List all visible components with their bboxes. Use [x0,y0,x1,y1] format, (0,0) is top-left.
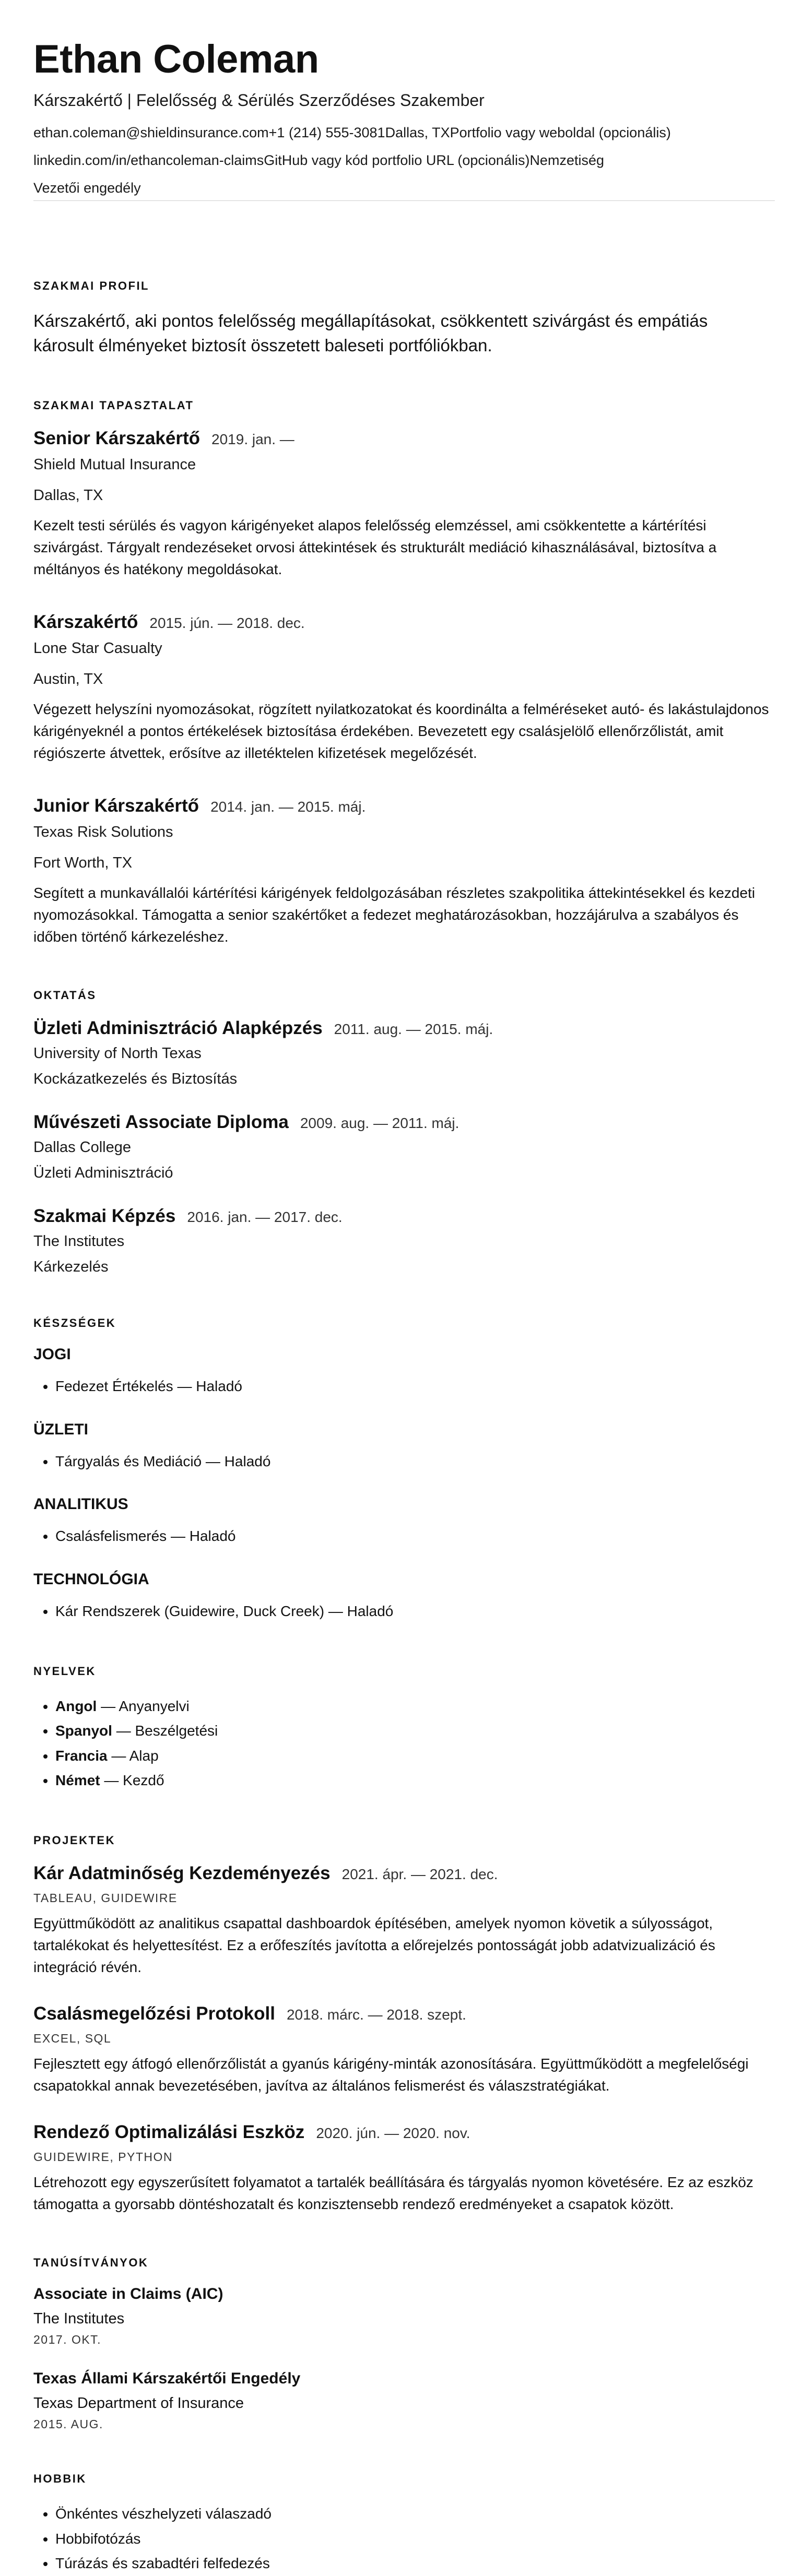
contact-phone[interactable]: +1 (214) 555-3081 [268,124,385,140]
experience-entry [33,612,769,764]
experience-dates: 2019. jan. — [211,431,294,448]
education-entry-head [33,1206,769,1227]
skill-item: • Tárgyalás és Mediáció — Haladó [55,1449,769,1474]
education-entry-head [33,1112,769,1133]
language-level: Anyanyelvi [119,1697,190,1714]
contact-line-primary [33,125,769,141]
experience-description: Kezelt testi sérülés és vagyon kárigényeket alapos felelősség elemzéssel, ami csökkentette a kártérítési szivárgást. Tárgyalt rendezéseket orvosi áttekintések és strukturált mediáció kihasználásával, biztosítva a méltányos és hatékony megoldásokat. [33,517,717,578]
certification-name: Texas Állami Kárszakértői Engedély [33,2370,301,2388]
experience-role: Kárszakértő [33,612,138,633]
candidate-name: Ethan Coleman [33,37,319,81]
education-dates: 2011. aug. — 2015. máj. [334,1021,493,1038]
certification-entry [33,2370,769,2431]
section-title-hobbies: HOBBIK [33,2472,87,2486]
section-title-skills: KÉSZSÉGEK [33,1316,116,1330]
education-field: Kárkezelés [33,1259,109,1276]
skill-list [33,1449,769,1474]
education-degree: Szakmai Képzés [33,1206,176,1227]
project-entry-head [33,2003,769,2024]
experience-entry-head [33,796,769,816]
hobby-item: • Túrázás és szabadtéri felfedezés [55,2551,769,2576]
project-dates: 2020. jún. — 2020. nov. [316,2125,470,2142]
skill-list [33,1599,769,1624]
project-entry [33,2122,769,2215]
certification-issuer: The Institutes [33,2310,125,2328]
languages-section [33,1665,769,1793]
skills-section [33,1316,769,1623]
education-degree: Művészeti Associate Diploma [33,1112,289,1133]
section-title-projects: PROJEKTEK [33,1834,115,1847]
education-degree: Üzleti Adminisztráció Alapképzés [33,1018,323,1039]
experience-role: Senior Kárszakértő [33,428,200,449]
education-school: Dallas College [33,1139,131,1156]
experience-entry-head [33,612,769,633]
experience-entry [33,796,769,948]
experience-company: Texas Risk Solutions [33,824,173,841]
project-tech: TABLEAU, GUIDEWIRE [33,1891,178,1905]
experience-description: Segített a munkavállalói kártérítési kárigények feldolgozásában részletes szakpolitika áttekintésekkel és kezdeti nyomozásokkal. Támogatta a senior szakértőket a fedezet meghatározásokban, hozzájárulva a szabályos és időben történő kárkezeléshez. [33,885,756,945]
project-description: Létrehozott egy egyszerűsített folyamatot a tartalék beállítására és tárgyalás nyomon követésére. Ez az eszköz támogatta a gyorsabb döntéshozatalt és konzisztensebb rendező eredményeket a csapatok között. [33,2174,753,2213]
education-school: The Institutes [33,1233,125,1250]
skill-item: • Fedezet Értékelés — Haladó [55,1374,769,1399]
hobby-list [33,2501,769,2576]
section-title-languages: NYELVEK [33,1664,96,1678]
contact-email[interactable]: ethan.coleman@shieldinsurance.com [33,124,269,140]
language-item: • Spanyol — Beszélgetési [55,1718,769,1743]
project-name: Csalásmegelőzési Protokoll [33,2003,275,2024]
education-field: Üzleti Adminisztráció [33,1165,173,1182]
project-tech: GUIDEWIRE, PYTHON [33,2150,173,2164]
project-name: Kár Adatminőség Kezdeményezés [33,1863,331,1884]
project-name: Rendező Optimalizálási Eszköz [33,2122,305,2143]
certification-name: Associate in Claims (AIC) [33,2285,223,2303]
project-dates: 2021. ápr. — 2021. dec. [341,1866,498,1883]
experience-description: Végezett helyszíni nyomozásokat, rögzített nyilatkozatokat és koordinálta a felméréseket autó- és lakástulajdonos kárigényeknél a pontos értékelések biztosítása érdekében. Bevezetett egy csalásjelölő ellenőrzőlistát, amit régiószerte átvettek, erősítve az illetéktelen kifizetések megelőzését. [33,701,769,762]
experience-location: Austin, TX [33,671,103,688]
project-description: Fejlesztett egy átfogó ellenőrzőlistát a gyanús kárigény-minták azonosítására. Együttműködött a megfelelőségi csapatokkal annak bevezetésében, javítva az általános felismerést és válaszstratégiákat. [33,2056,749,2094]
contact-line-secondary [33,152,769,169]
certification-entry [33,2285,769,2347]
certifications-section [33,2256,769,2431]
language-level: Kezdő [123,1772,164,1789]
project-entry-head [33,1863,769,1884]
education-dates: 2009. aug. — 2011. máj. [300,1115,459,1132]
language-level: Alap [129,1747,159,1764]
candidate-headline: Kárszakértő | Felelősség & Sérülés Szerződéses Szakember [33,90,485,110]
certification-issuer: Texas Department of Insurance [33,2395,244,2412]
skill-list [33,1524,769,1549]
hobbies-section [33,2472,769,2576]
experience-entry [33,428,769,580]
skill-item: • Kár Rendszerek (Guidewire, Duck Creek) — Haladó [55,1599,769,1624]
contact-line-tertiary [33,180,769,196]
language-item: • Angol — Anyanyelvi [55,1694,769,1719]
project-description: Együttműködött az analitikus csapattal dashboardok építésében, amelyek nyomon követik a súlyosságot, tartalékokat és helyettesítést. Ez a erőfeszítés javította a előrejelzés pontosságát jobb adatvizualizáció és integráció révén. [33,1915,715,1976]
education-entry-head [33,1018,769,1039]
summary-text: Kárszakértő, aki pontos felelősség megállapításokat, csökkentett szivárgást és empátiás károsult élményeket biztosít összetett baleseti portfóliókban. [33,311,708,355]
language-name: Német [55,1772,100,1789]
section-title-summary: SZAKMAI PROFIL [33,279,149,292]
language-name: Angol [55,1697,97,1714]
education-entry [33,1206,769,1276]
education-dates: 2016. jan. — 2017. dec. [187,1209,343,1226]
skill-category-title: TECHNOLÓGIA [33,1571,149,1588]
education-entry [33,1112,769,1182]
project-tech: EXCEL, SQL [33,2032,112,2046]
project-entry [33,2003,769,2097]
skill-category-title: ÜZLETI [33,1420,88,1438]
resume-header [33,38,769,201]
experience-dates: 2014. jan. — 2015. máj. [210,799,366,815]
summary-section [33,279,769,359]
education-school: University of North Texas [33,1045,202,1062]
project-entry [33,1863,769,1978]
skill-item: • Csalásfelismerés — Haladó [55,1524,769,1549]
language-item: • Francia — Alap [55,1743,769,1768]
experience-section [33,399,769,948]
project-entry-head [33,2122,769,2143]
contact-github[interactable]: GitHub vagy kód portfolio URL (opcionális) [264,152,530,168]
education-field: Kockázatkezelés és Biztosítás [33,1071,238,1088]
language-item: • Német — Kezdő [55,1768,769,1793]
experience-location: Dallas, TX [33,487,103,504]
education-section [33,989,769,1276]
language-name: Spanyol [55,1723,112,1739]
contact-portfolio[interactable]: Portfolio vagy weboldal (opcionális) [450,124,671,140]
hobby-item: • Hobbifotózás [55,2526,769,2551]
section-title-experience: SZAKMAI TAPASZTALAT [33,399,194,412]
header-divider [33,200,775,201]
language-list [33,1694,769,1793]
skill-list [33,1374,769,1399]
language-level: Beszélgetési [135,1723,218,1739]
skill-category-title: JOGI [33,1346,71,1363]
contact-linkedin[interactable]: linkedin.com/in/ethancoleman-claims [33,152,264,168]
certification-date: 2015. AUG. [33,2417,103,2431]
education-entry [33,1018,769,1088]
contact-license: Vezetői engedély [33,180,141,196]
experience-company: Shield Mutual Insurance [33,456,196,473]
projects-section [33,1834,769,2215]
experience-location: Fort Worth, TX [33,854,133,872]
hobby-item: • Önkéntes vészhelyzeti válaszadó [55,2501,769,2526]
language-name: Francia [55,1747,108,1764]
experience-role: Junior Kárszakértő [33,796,199,816]
skill-category-title: ANALITIKUS [33,1495,128,1513]
contact-location: Dallas, TX [385,124,450,140]
experience-entry-head [33,428,769,449]
experience-dates: 2015. jún. — 2018. dec. [149,615,305,632]
section-title-education: OKTATÁS [33,989,97,1002]
project-dates: 2018. márc. — 2018. szept. [286,2007,466,2023]
certification-date: 2017. OKT. [33,2333,102,2347]
experience-company: Lone Star Casualty [33,640,162,657]
contact-nationality: Nemzetiség [529,152,604,168]
section-title-certifications: TANÚSÍTVÁNYOK [33,2256,149,2270]
